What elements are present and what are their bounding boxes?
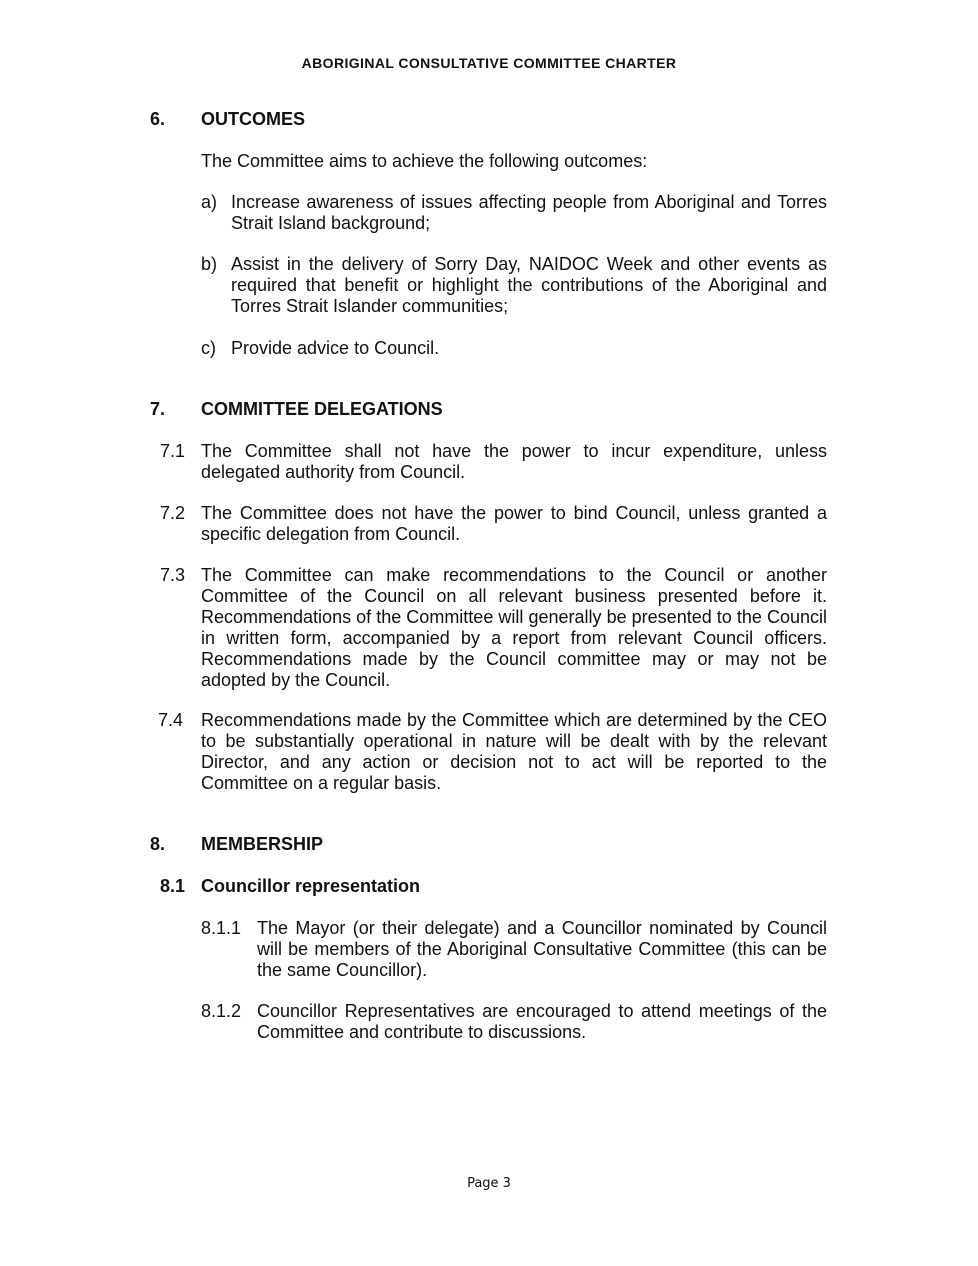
delegation-text: The Committee can make recommendations to the Council or another Committee of the Council on all relevant business presented before it. Recommendations of the Committee will generally be presented to the Council in written form, accompanied by a report from relevant Council officers. Recommendations made by the Council committee may or may not be adopted by the Council. — [201, 565, 827, 690]
subsection-8-1-title: Councillor representation — [201, 876, 421, 896]
membership-text: Councillor Representatives are encouraged to attend meetings of the Committee and contribute to discussions. — [257, 1001, 827, 1042]
section-6-number: 6. — [150, 109, 166, 129]
section-8-title: MEMBERSHIP — [201, 834, 324, 854]
membership-number: 8.1.1 — [201, 918, 242, 938]
section-7-title: COMMITTEE DELEGATIONS — [201, 399, 443, 419]
delegation-text: The Committee shall not have the power to incur expenditure, unless delegated authority from Council. — [201, 441, 827, 482]
delegation-text: Recommendations made by the Committee which are determined by the CEO to be substantially operational in nature will be dealt with by the relevant Director, and any action or decision not to act will be reported to the Committee on a regular basis. — [201, 710, 827, 793]
outcome-text: Assist in the delivery of Sorry Day, NAIDOC Week and other events as required that benefit or highlight the contributions of the Aboriginal and Torres Strait Islander communities; — [231, 254, 827, 316]
outcome-label: c) — [201, 338, 216, 358]
membership-text: The Mayor (or their delegate) and a Councillor nominated by Council will be members of the Aboriginal Consultative Committee (this can be the same Councillor). — [257, 918, 827, 980]
section-7-number: 7. — [150, 399, 166, 419]
section-6-intro: The Committee aims to achieve the following outcomes: — [201, 151, 648, 171]
page-number: Page 3 — [467, 1176, 511, 1191]
outcome-label: a) — [201, 192, 218, 212]
section-8-number: 8. — [150, 834, 166, 854]
section-6-title: OUTCOMES — [201, 109, 306, 129]
outcome-label: b) — [201, 254, 218, 274]
delegation-number: 7.4 — [158, 710, 184, 730]
delegation-number: 7.3 — [160, 565, 186, 585]
outcome-text: Increase awareness of issues affecting people from Aboriginal and Torres Strait Island background; — [231, 192, 827, 233]
outcome-text: Provide advice to Council. — [231, 338, 440, 358]
subsection-8-1-number: 8.1 — [160, 876, 186, 896]
document-header: ABORIGINAL CONSULTATIVE COMMITTEE CHARTER — [301, 55, 677, 71]
delegation-number: 7.1 — [160, 441, 186, 461]
membership-number: 8.1.2 — [201, 1001, 242, 1021]
delegation-text: The Committee does not have the power to bind Council, unless granted a specific delegation from Council. — [201, 503, 827, 544]
delegation-number: 7.2 — [160, 503, 186, 523]
